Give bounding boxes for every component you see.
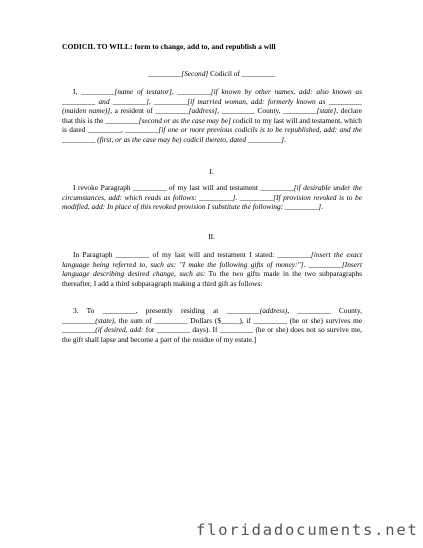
intro-text-14: [if one or more previous codicils is to be republished, add: and the _________ (first, or as the case may be) codicil thereto, dated _________] <box>62 125 362 144</box>
codicil-line-middle: Codicil of <box>208 69 242 78</box>
document-title: CODICIL TO WILL: form to change, add to, and republish a will <box>62 42 276 51</box>
intro-text-7: , a resident of _________ <box>110 106 189 116</box>
section-2-text-1: In Paragraph _________ of my last will and testament I stated: _________ <box>73 250 311 259</box>
intro-text-9: , _________ County, _________ <box>217 106 317 116</box>
section-1-heading: I. <box>209 167 214 176</box>
intro-text-11: , declare that this is the _________ <box>62 106 363 125</box>
intro-paragraph <box>62 87 362 145</box>
intro-text-4: [if known by other names, add: also known as _________ and _________] <box>62 87 362 106</box>
section-1-text-1: I revoke Paragraph _________ of my last will and testament _________ <box>73 183 294 192</box>
section-2-text-2: [insert the exact language being referred to, such as: "I make the following gifts of money:"] <box>62 250 362 269</box>
codicil-line-blank-after: _________ <box>241 69 276 78</box>
gift-3-text-7: for _________ days). If _________ (he or she) does not so survive me, the gift shall lapse and become a part of the residue of my estate.] <box>62 325 362 344</box>
intro-text-13: codicil to my last will and testament, which is dated _________, _________ <box>62 115 362 135</box>
watermark: floridadocuments.net <box>196 521 419 539</box>
section-2-text-4: [Insert language describing desired change, such as: <box>62 259 362 279</box>
intro-text-5: , _________ <box>148 96 188 106</box>
codicil-line <box>0 69 423 78</box>
section-1-text-2: [if desirable under the circumstances, add: which reads as follows: _________] <box>62 183 362 202</box>
intro-text-10: [state] <box>316 106 337 116</box>
section-1-paragraph <box>62 183 362 212</box>
gift-3-text-6: (if desired, add: <box>95 325 144 335</box>
intro-text-8: [address] <box>188 106 218 116</box>
codicil-ordinal: [Second] <box>181 69 209 78</box>
intro-text-3: , _________ <box>171 87 211 96</box>
intro-text-2: [name of testator] <box>114 87 172 96</box>
codicil-line-blank-before: _________ <box>147 69 182 78</box>
section-2-text-5: To the two gifts made in the two subparagraphs thereafter, I add a third subparagraph making a third gift as follows: <box>62 269 362 288</box>
gift-3-text-1: 3. To _________, presently residing at _________ <box>73 306 260 315</box>
gift-3-text-5: , the sum of _________ Dollars ($_____), if _________ (he or she) survives me _________ <box>62 315 362 335</box>
section-1-text-4: [If provision revoked is to be modified, add: In place of this revoked provision I substitute the following: _________] <box>62 192 362 212</box>
gift-3-text-3: , _________ County, _________ <box>62 306 362 325</box>
section-2-text-3: . _________ <box>303 259 342 269</box>
gift-3-paragraph <box>62 306 362 344</box>
section-2-heading: II. <box>208 232 215 241</box>
section-1-text-3: . _________ <box>235 192 274 202</box>
section-2-paragraph <box>62 250 362 288</box>
intro-text-15: . <box>284 134 286 144</box>
section-1-text-5: . <box>321 202 323 212</box>
gift-3-text-2: (address) <box>259 306 288 315</box>
intro-text-1: I, _________ <box>73 87 115 96</box>
intro-text-12: [second or as the case may be] <box>138 115 231 125</box>
gift-3-text-4: (state) <box>95 315 115 325</box>
intro-text-6: [if married woman, add: formerly known as _________ (maiden name)] <box>62 96 362 116</box>
